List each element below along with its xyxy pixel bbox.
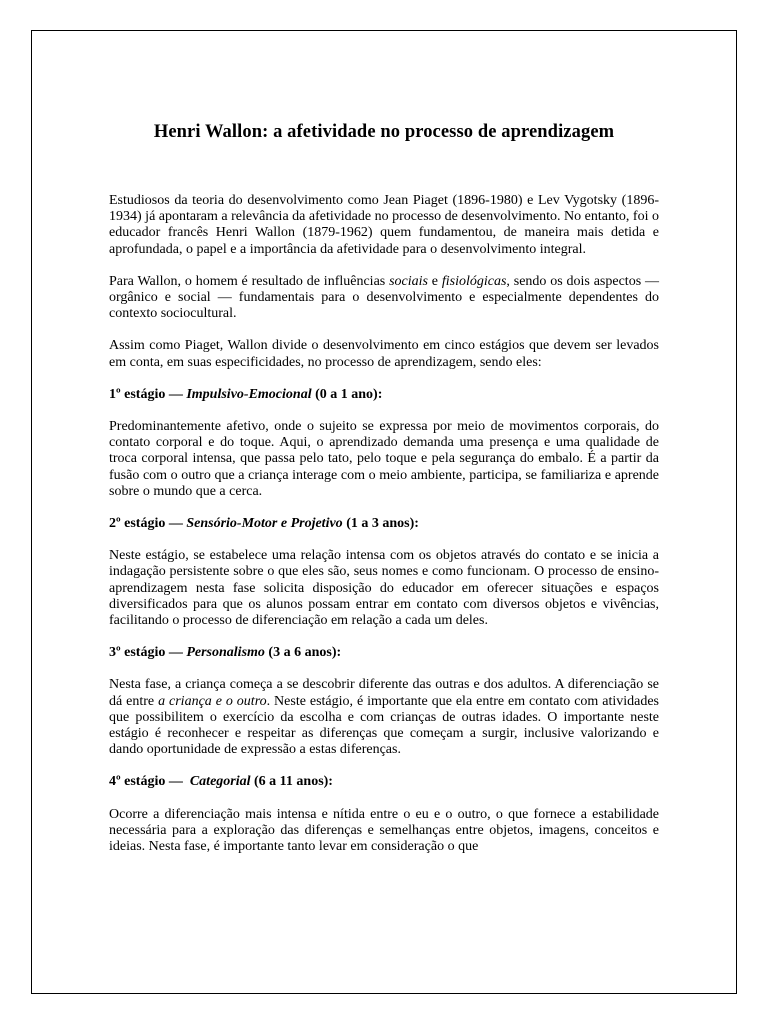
stage-3-name: Personalismo xyxy=(186,645,265,661)
stage-3-heading xyxy=(109,645,659,661)
stage-4-name: Categorial xyxy=(189,774,251,790)
stage-3-body-b: . Neste estágio, é importante que ela entre em contato com atividades que possibilitem o exercício da escolha e com crianças de outras idades. O importante neste estágio é reconhecer e respeitar as diferenças que começam a surgir, inclusive valorizando e dando oportunidade de expressão a estas diferenças. xyxy=(109,693,659,758)
stage-3-prefix: 3º estágio — xyxy=(109,645,187,661)
intro-p2-text-c: , sendo os dois aspectos — orgânico e social — fundamentais para o desenvolvimento e especialmente dependentes do contexto sociocultural. xyxy=(109,273,659,322)
stage-3-range: (3 a 6 anos): xyxy=(264,645,342,661)
stage-1-body: Predominantemente afetivo, onde o sujeito se expressa por meio de movimentos corporais, do contato corporal e do toque. Aqui, o aprendizado demanda uma presença e uma qualidade de troca corporal intensa, que passa pelo tato, pelo toque e pela segurança do embalo. É a partir da fusão com o outro que a criança interage com o meio ambiente, participa, se familiariza e aprende sobre o mundo que a cerca. xyxy=(109,419,659,499)
stage-2-range: (1 a 3 anos): xyxy=(342,516,419,532)
stage-4-range: (6 a 11 anos): xyxy=(250,774,333,790)
stage-2-name: Sensório-Motor e Projetivo xyxy=(186,516,343,532)
stage-4-heading xyxy=(109,774,659,790)
stage-3-body-emphasis: a criança e o outro xyxy=(158,693,267,709)
stage-3-body xyxy=(109,677,659,758)
stage-3-body-a: Nesta fase, a criança começa a se descobrir diferente das outras e dos adultos. A diferenciação se dá entre xyxy=(109,677,659,709)
intro-p2-text-b: e xyxy=(427,273,442,289)
stage-4-prefix: 4º estágio — xyxy=(109,774,190,790)
document-page xyxy=(31,30,737,994)
document-content xyxy=(109,119,659,871)
stage-1-range: (0 a 1 ano): xyxy=(311,386,383,402)
stage-1-prefix: 1º estágio — xyxy=(109,386,187,402)
intro-p2-emphasis-sociais: sociais xyxy=(389,273,428,289)
stage-1-name: Impulsivo-Emocional xyxy=(186,386,312,402)
stage-2-prefix: 2º estágio — xyxy=(109,516,187,532)
intro-paragraph-3: Assim como Piaget, Wallon divide o desenvolvimento em cinco estágios que devem ser levados em conta, em suas especificidades, no processo de aprendizagem, sendo eles: xyxy=(109,338,659,370)
stage-2-body: Neste estágio, se estabelece uma relação intensa com os objetos através do contato e se inicia a indagação persistente sobre o que eles são, seus nomes e como funcionam. O processo de ensino-aprendizagem nesta fase solicita disposição do educador em oferecer situações e espaços diversificados para que os alunos possam entrar em contato com diversos objetos e vivências, facilitando o processo de diferenciação em relação a cada um deles. xyxy=(109,548,659,629)
intro-p2-text-a: Para Wallon, o homem é resultado de influências xyxy=(109,273,390,289)
intro-p2-emphasis-fisiologicas: fisiológicas xyxy=(441,273,507,289)
intro-paragraph-1: Estudiosos da teoria do desenvolvimento como Jean Piaget (1896-1980) e Lev Vygotsky (1896-1934) já apontaram a relevância da afetividade no processo de desenvolvimento. No entanto, foi o educador francês Henri Wallon (1879-1962) quem fundamentou, de maneira mais detida e aprofundada, o papel e a importância da afetividade para o desenvolvimento integral. xyxy=(109,193,659,257)
stage-4-body: Ocorre a diferenciação mais intensa e nítida entre o eu e o outro, o que fornece a estabilidade necessária para a exploração das diferenças e semelhanças entre objetos, imagens, conceitos e ideias. Nesta fase, é importante tanto levar em consideração o que xyxy=(109,806,659,855)
document-title: Henri Wallon: a afetividade no processo de aprendizagem xyxy=(153,122,615,142)
intro-paragraph-2 xyxy=(109,274,659,323)
stage-1-heading xyxy=(109,387,659,403)
stage-2-heading xyxy=(109,516,659,532)
